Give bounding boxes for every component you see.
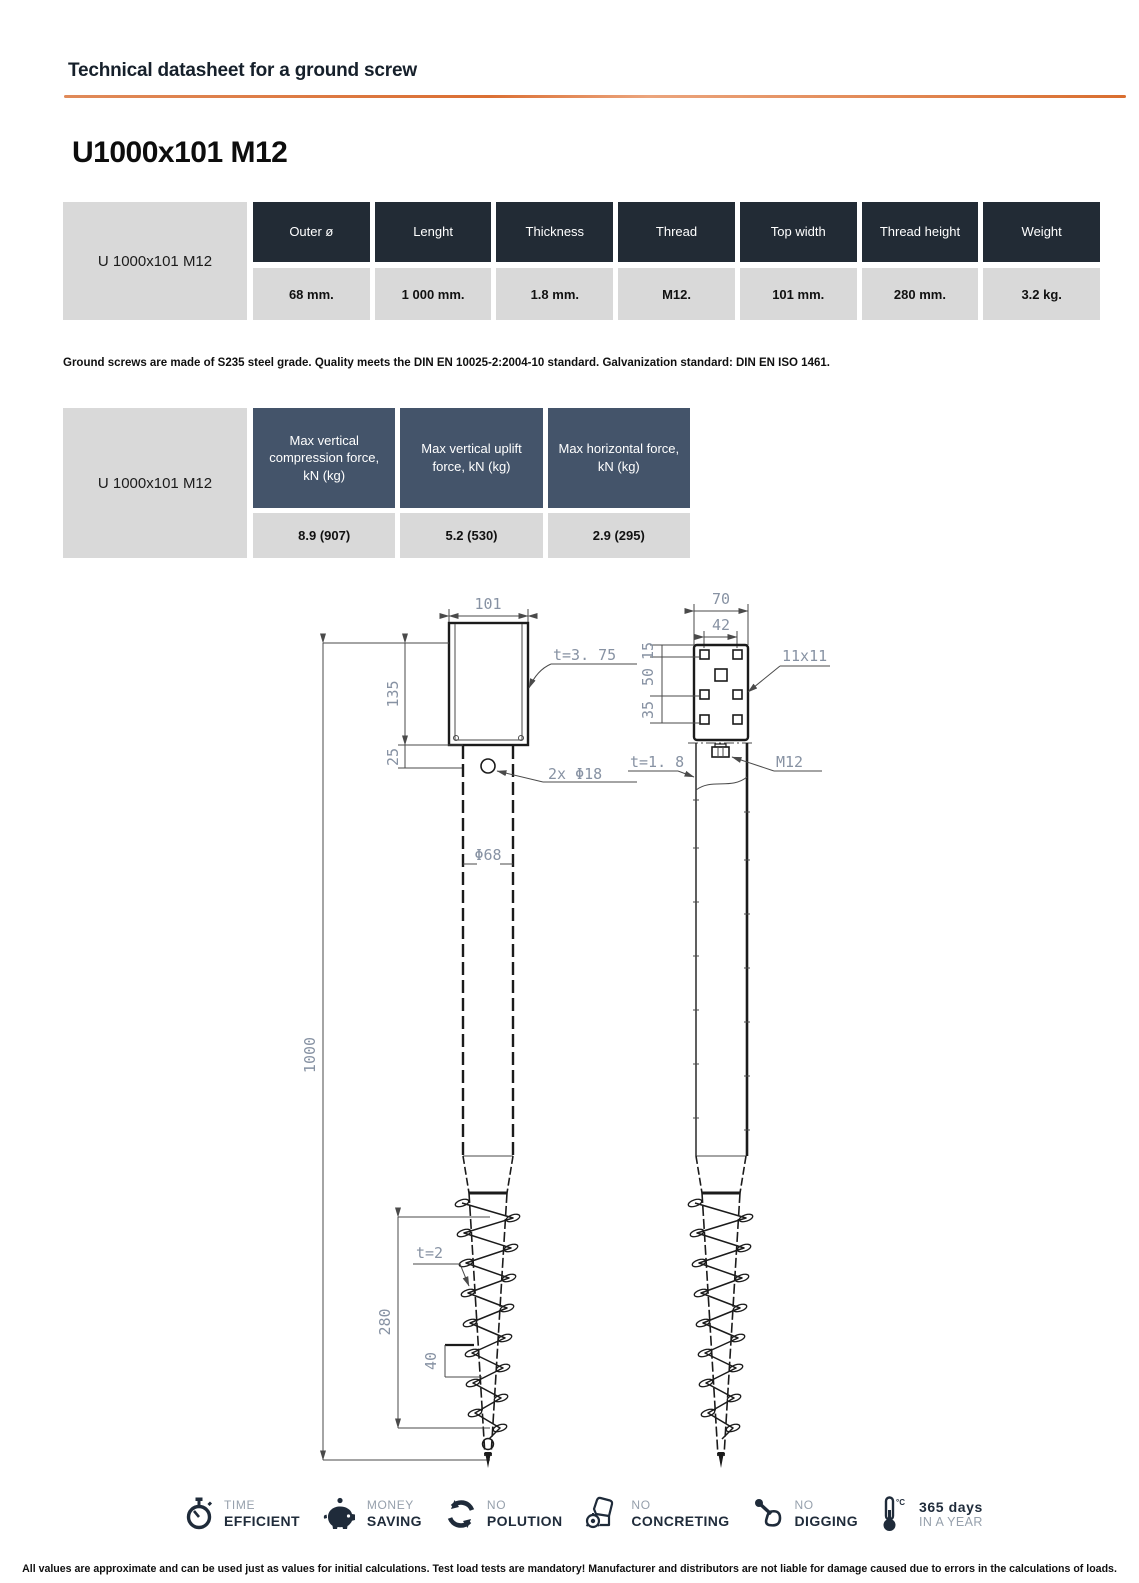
spec-column [375,202,492,320]
badge-365-days [880,1496,983,1532]
degree-label: °C [895,1498,905,1507]
steel-grade-note: Ground screws are made of S235 steel grade. Quality meets the DIN EN 10025-2:2004-10 standard. Galvanization standard: DIN EN ISO 1461. [63,357,830,369]
accent-divider [64,95,1126,98]
badge-bottom-label: EFFICIENT [224,1512,300,1529]
disclaimer-text: All values are approximate and can be used just as values for initial calculations. Test load tests are mandatory! Manufacturer and distributors are not liable for damage caused due to errors in the calculations of loads. [22,1563,1117,1575]
spec-value: 1.8 mm. [496,268,613,320]
badge-money-saving [322,1496,422,1532]
mixer-icon [584,1496,622,1532]
force-header: Max vertical compression force, kN (kg) [253,408,395,508]
spec-value: 68 mm. [253,268,370,320]
badge-top-label: NO [631,1498,651,1513]
page-title: Technical datasheet for a ground screw [68,60,417,81]
dim-top-width: 101 [474,595,502,613]
dim-bracket-height: 135 [384,680,402,708]
side-view [628,590,830,1468]
shovel-icon [752,1497,786,1531]
badge-no-polution [444,1496,563,1532]
badge-top-label: TIME [224,1498,256,1513]
spec-column [862,202,979,320]
badge-top-label: MONEY [366,1498,414,1513]
badge-bottom-label: POLUTION [486,1512,563,1529]
badge-no-digging [752,1496,858,1532]
force-value: 2.9 (295) [548,513,690,558]
force-value: 8.9 (907) [253,513,395,558]
spec-value: 3.2 kg. [983,268,1100,320]
force-value: 5.2 (530) [400,513,542,558]
badge-time-efficient [183,1496,300,1532]
spec-table [63,202,1100,320]
force-table [63,408,690,558]
product-title: U1000x101 M12 [72,136,288,169]
dim-plate-width: 70 [711,590,731,608]
spec-header: Top width [740,202,857,262]
badge-top-label: NO [794,1498,814,1513]
spec-header: Outer ø [253,202,370,262]
dim-wall-thickness: t=3. 75 [553,646,617,664]
force-column [400,408,542,558]
badge-bottom-label: IN A YEAR [918,1514,983,1529]
force-header: Max vertical uplift force, kN (kg) [400,408,542,508]
technical-drawing [280,570,860,1495]
dim-bot-hole: 35 [639,700,657,720]
force-row-label: U 1000x101 M12 [63,408,247,558]
badge-bottom-label: DIGGING [794,1512,858,1529]
dim-square-hole: 11x11 [782,647,828,665]
spec-header: Weight [983,202,1100,262]
badge-no-concreting [584,1496,729,1532]
force-column [253,408,395,558]
piggy-bank-icon [322,1497,358,1531]
force-column [548,408,690,558]
spec-value: 101 mm. [740,268,857,320]
spec-header: Thickness [496,202,613,262]
front-view [301,595,637,1468]
thermometer-icon [880,1496,910,1532]
spec-column [740,202,857,320]
spec-column [253,202,370,320]
recycle-icon [444,1497,478,1531]
badge-top-label: NO [486,1498,507,1513]
badge-bottom-label: SAVING [366,1512,422,1529]
dim-holes: 2x Φ18 [548,765,603,783]
dim-shaft-diameter: Φ68 [474,846,502,864]
benefit-badges [183,1496,983,1532]
spec-value: M12. [618,268,735,320]
dim-thread: M12 [776,753,804,771]
spec-header: Lenght [375,202,492,262]
spec-row-label: U 1000x101 M12 [63,202,247,320]
dim-total-length: 1000 [301,1036,319,1074]
spec-value: 280 mm. [862,268,979,320]
spec-value: 1 000 mm. [375,268,492,320]
dim-hole-offset: 25 [384,747,402,767]
spec-header: Thread [618,202,735,262]
dim-flight-thickness: t=2 [416,1244,444,1262]
dim-tube-thickness: t=1. 8 [630,753,685,771]
dim-top-hole: 15 [639,641,657,661]
badge-bottom-label: CONCRETING [631,1512,730,1529]
spec-column [496,202,613,320]
stopwatch-icon [183,1497,215,1531]
dim-holes-span: 42 [711,616,731,634]
spec-column [618,202,735,320]
badge-top-label: 365 days [918,1498,983,1515]
dim-mid-hole: 50 [639,667,657,687]
spec-header: Thread height [862,202,979,262]
spec-column [983,202,1100,320]
dim-pitch: 40 [422,1351,440,1371]
force-header: Max horizontal force, kN (kg) [548,408,690,508]
dim-thread-height: 280 [376,1308,394,1336]
